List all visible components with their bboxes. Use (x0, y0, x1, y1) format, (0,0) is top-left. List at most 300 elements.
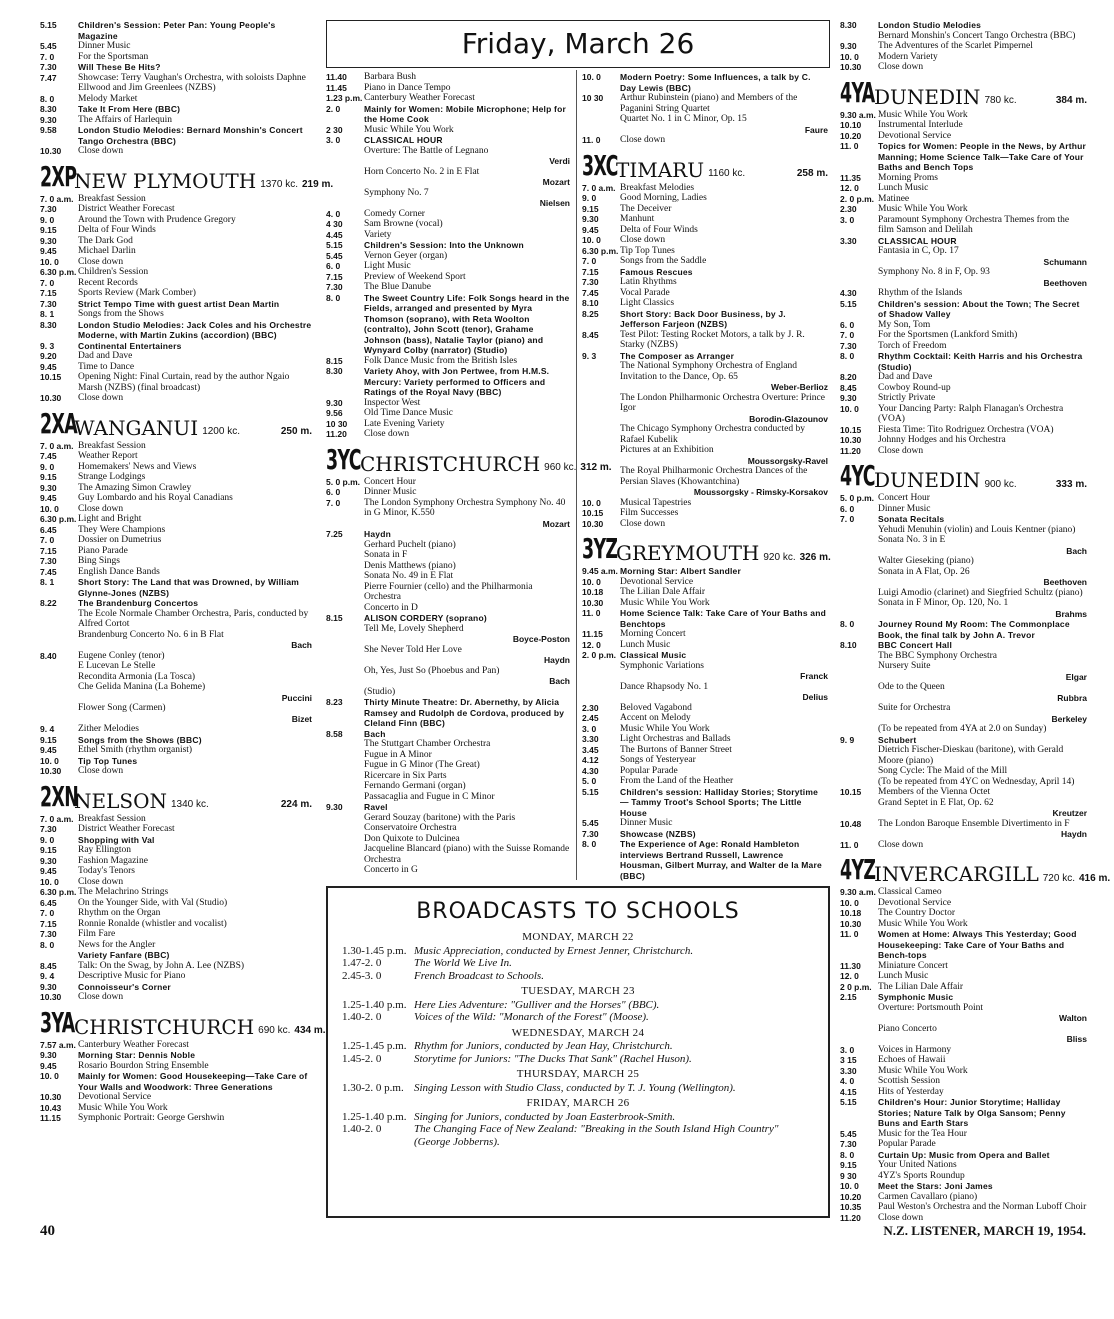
programme-row (326, 429, 570, 440)
programme-title: Descriptive Music for Piano (78, 971, 186, 981)
programme-row (840, 982, 1087, 993)
programme-row (40, 567, 312, 578)
programme-title: Film Fare (78, 929, 116, 939)
programme-time: 11. 0 (840, 839, 859, 850)
programme-row (582, 372, 828, 383)
station-heading (40, 779, 312, 813)
programme-title: Morning Star: Albert Sandler (620, 566, 741, 576)
programme-title: Tip Top Tunes (78, 755, 138, 766)
programme-row (326, 645, 570, 656)
programme-row (840, 236, 1087, 247)
programme-row (40, 462, 312, 473)
programme-row (326, 477, 570, 488)
station-heading (840, 853, 1111, 886)
programme-row (582, 267, 828, 278)
programme-time: 4.15 (840, 1086, 857, 1097)
programme-time: 6. 0 (326, 261, 341, 271)
programme-time: 9.15 (40, 734, 57, 745)
programme-title: Sonata No. 3 in E (878, 535, 946, 545)
programme-row (40, 756, 312, 767)
programme-row (840, 393, 1087, 404)
station-programmes (40, 194, 312, 404)
programme-row (40, 362, 312, 373)
composer-name: Weber-Berlioz (771, 382, 828, 392)
programme-title: Close down (620, 518, 666, 529)
programme-row (40, 961, 312, 972)
programme-time: 7. 0 (840, 330, 855, 340)
programme-title: They Were Champions (78, 524, 166, 535)
programme-time (326, 834, 364, 845)
programme-row (582, 393, 828, 414)
programme-row (840, 777, 1087, 788)
programme-title: Music While You Work (364, 124, 454, 135)
programme-row (326, 540, 570, 551)
programme-time: 11.20 (840, 1212, 861, 1223)
programme-title: Dance Rhapsody No. 1 (620, 681, 709, 692)
programme-title: Close down (78, 766, 124, 776)
programme-time: 7. 0 (840, 514, 855, 524)
programme-time: 9.30 (40, 114, 57, 125)
schools-description: Music Appreciation, conducted by Ernest Jenner, Christchurch. (414, 944, 694, 957)
station-heading (840, 459, 1087, 492)
programme-row (40, 1071, 312, 1092)
programme-row (40, 908, 312, 919)
programme-title: Old Time Dance Music (364, 408, 453, 418)
programme-time: 9. 3 (582, 350, 597, 361)
programme-time: 10.30 (840, 918, 862, 929)
programme-time: 9.56 (326, 408, 343, 418)
programme-row (582, 445, 828, 456)
programme-row (840, 1192, 1087, 1203)
programme-title: The Composer as Arranger (620, 350, 735, 361)
programme-title: Light Classics (620, 298, 675, 308)
programme-row (40, 94, 312, 105)
programme-title: London Studio Melodies (878, 20, 982, 30)
programme-row (840, 1160, 1087, 1171)
programme-row (40, 546, 312, 557)
programme-time: 10.30 (840, 435, 862, 445)
programme-time: 7.30 (40, 824, 57, 834)
programme-title: Tell Me, Lovely Shepherd (364, 623, 464, 634)
programme-title: Breakfast Session (78, 440, 146, 451)
programme-time: 3. 0 (582, 723, 597, 734)
programme-time: 9. 0 (40, 461, 55, 472)
schools-day-heading: MONDAY, MARCH 22 (522, 931, 634, 943)
composer-name: Brahms (1055, 608, 1087, 619)
programme-title: The Blue Danube (364, 282, 432, 292)
programme-time: 7.30 (326, 282, 343, 292)
programme-row (840, 41, 1087, 52)
programme-time (840, 246, 878, 257)
programme-row (582, 682, 828, 693)
programme-row (326, 83, 570, 94)
programme-time: 9.15 (582, 203, 599, 214)
programme-time: 3.30 (840, 235, 857, 246)
programme-row (326, 366, 570, 398)
programme-time: 7.15 (40, 918, 57, 929)
programme-time (840, 1024, 878, 1035)
programme-row (326, 93, 570, 104)
programme-row (326, 261, 570, 272)
programme-time: 12. 0 (840, 183, 859, 193)
programme-time: 10.30 (840, 62, 862, 72)
programme-title: Che Gelida Manina (La Boheme) (78, 682, 206, 692)
programme-row (840, 887, 1087, 898)
programme-row (582, 330, 828, 351)
programme-title: Music While You Work (878, 204, 968, 214)
programme-time: 7. 0 (40, 51, 55, 62)
programme-row (40, 204, 312, 215)
programme-row (840, 204, 1087, 215)
programme-time: 3.45 (582, 744, 599, 755)
station-3yz (582, 532, 831, 881)
programme-title: Children's session: About the Town; The Secret of Shadow Valley (878, 298, 1080, 319)
programme-time: 4.45 (326, 229, 343, 240)
programme-time (840, 798, 878, 809)
programme-title: Devotional Service (878, 897, 952, 908)
programme-title: 4YZ's Sports Roundup (878, 1170, 965, 1181)
station-wavelength: 416 m. (1079, 872, 1111, 884)
programme-time: 9.30 a.m. (840, 887, 876, 897)
programme-title: Bach (364, 728, 386, 739)
programme-row (326, 240, 570, 251)
programme-time: 9. 0 (582, 193, 597, 203)
composer-name: Beethoven (1043, 577, 1087, 587)
programme-title: On the Younger Side, with Val (Studio) (78, 897, 228, 908)
programme-time: 11.45 (326, 82, 347, 93)
programme-row (40, 535, 312, 546)
programme-title: Rhythm of the Islands (878, 288, 963, 298)
station-callsign: 3YZ (582, 532, 618, 565)
composer-name: Boyce-Poston (512, 634, 570, 644)
programme-title: Good Morning, Ladies (620, 193, 707, 203)
programme-title: Close down (78, 876, 124, 887)
programme-time: 9.30 (40, 855, 57, 866)
programme-time: 7. 0 a.m. (40, 193, 74, 204)
programme-time: 3 15 (840, 1055, 857, 1065)
programme-title: Women at Home: Always This Yesterday; Good Housekeeping: Take Care of Your Baths and Bench-tops (878, 929, 1077, 960)
programme-time: 9.30 (40, 981, 57, 992)
programme-row (582, 298, 828, 309)
programme-title: Famous Rescues (620, 266, 693, 277)
programme-row (40, 1113, 312, 1124)
station-name: CHRISTCHURCH (360, 451, 541, 476)
programme-title: Dad and Dave (878, 372, 933, 382)
programme-time: 9.20 (40, 351, 57, 361)
column-3 (582, 72, 831, 881)
programme-time (326, 188, 364, 199)
programme-row (840, 640, 1087, 651)
programme-title: Music While You Work (78, 1102, 168, 1113)
composer-name: Schumann (1043, 256, 1087, 267)
programme-title: Quartet No. 1 in C Minor, Op. 15 (620, 114, 747, 124)
schools-title: BROADCASTS TO SCHOOLS (416, 899, 740, 924)
programme-title: Music While You Work (878, 918, 968, 929)
programme-time: 7.15 (582, 266, 599, 277)
programme-time (40, 609, 78, 630)
programme-title: Close down (878, 1212, 924, 1223)
programme-title: Close down (620, 235, 666, 245)
programme-row (326, 408, 570, 419)
programme-title: CLASSICAL HOUR (364, 135, 443, 145)
programme-title: Denis Matthews (piano) (364, 560, 456, 571)
station-heading (582, 532, 831, 565)
programme-title: Recondita Armonia (La Tosca) (78, 671, 196, 682)
programme-time: 8. 0 (40, 93, 55, 104)
programme-time: 2 0 p.m. (840, 981, 872, 992)
programme-row (840, 383, 1087, 394)
programme-row (326, 760, 570, 771)
programme-time (582, 661, 620, 672)
station-programmes (40, 814, 312, 1003)
programme-row (40, 661, 312, 672)
programme-title: Dad and Dave (78, 351, 133, 361)
programme-time: 9.30 (40, 482, 57, 493)
station-name: CHRISTCHURCH (74, 1014, 255, 1039)
programme-time (326, 760, 364, 771)
programme-title: Preview of Weekend Sport (364, 271, 466, 282)
programme-time: 5.45 (40, 41, 57, 51)
programme-row (326, 293, 570, 356)
programme-title: Bernard Monshin's Concert Tango Orchestra (BBC) (878, 30, 1076, 41)
programme-title: Concerto in G (364, 865, 418, 875)
programme-row (40, 320, 312, 341)
programme-time: 7. 0 a.m. (40, 440, 74, 451)
programme-row (840, 435, 1087, 446)
programme-row (582, 424, 828, 445)
programme-time: 8.30 (326, 366, 343, 376)
programme-title: Carmen Cavallaro (piano) (878, 1191, 978, 1202)
programme-time: 10. 0 (40, 755, 59, 766)
station-name: NEW PLYMOUTH (74, 168, 257, 193)
programme-row (40, 525, 312, 536)
programme-row (40, 257, 312, 268)
programme-row (840, 330, 1087, 341)
programme-title: Matinee (878, 193, 910, 204)
station-name: INVERCARGILL (874, 862, 1039, 886)
programme-title: Grand Septet in E Flat, Op. 62 (878, 797, 994, 808)
programme-time: 8.45 (582, 329, 599, 340)
schools-day-heading: WEDNESDAY, MARCH 24 (511, 1026, 645, 1039)
programme-time: 11.35 (840, 172, 861, 183)
programme-row (840, 1171, 1087, 1182)
programme-title: Short Story: Back Door Business, by J. Jefferson Farjeon (NZBS) (620, 308, 786, 329)
programme-title: Cowboy Round-up (878, 382, 951, 393)
programme-row (582, 508, 828, 519)
programme-title: The Stuttgart Chamber Orchestra (364, 739, 491, 749)
programme-row (582, 629, 828, 640)
composer-name: Borodin-Glazounov (749, 413, 828, 424)
composer-name: Bach (291, 640, 312, 650)
programme-time: 5. 0 p.m. (326, 476, 361, 487)
list-top (326, 72, 570, 440)
schools-time: 1.25-1.45 p.m. (342, 1040, 407, 1052)
programme-time: 11.30 (840, 960, 861, 971)
programme-title: Children's Hour: Junior Storytime; Halliday Stories; Nature Talk by Olga Sansom; Penny Buns and Earth Stars (878, 1097, 1066, 1128)
programme-row (326, 209, 570, 220)
programme-time: 1.23 p.m. (326, 93, 363, 103)
programme-row (840, 267, 1087, 278)
composer-name: Faure (804, 124, 828, 135)
programme-time: 7.30 (40, 929, 57, 939)
programme-time: 9. 0 (40, 834, 55, 845)
programme-row (840, 745, 1087, 766)
programme-row (326, 792, 570, 803)
composer-name: Franck (800, 671, 828, 681)
programme-row (40, 992, 312, 1003)
programme-title: The Lilian Dale Affair (878, 981, 964, 992)
station-name: TIMARU (616, 157, 705, 182)
programme-row (840, 425, 1087, 436)
programme-title: Guy Lombardo and his Royal Canadians (78, 493, 233, 503)
station-frequency: 780 kc. (984, 95, 1017, 106)
schools-broadcast-row (342, 1111, 814, 1124)
composer-name: Bach (549, 676, 570, 686)
programme-title: Scottish Session (878, 1076, 941, 1086)
programme-time: 11.15 (582, 629, 603, 639)
programme-title: Ricercare in Six Parts (364, 770, 447, 781)
programme-row (840, 110, 1087, 121)
schools-broadcast-row (342, 1082, 814, 1095)
programme-row (326, 571, 570, 582)
programme-title: The Melachrino Strings (78, 887, 169, 897)
programme-time: 2.30 (582, 702, 599, 713)
programme-row (582, 724, 828, 735)
programme-time: 4 30 (326, 219, 343, 229)
schools-description: The Changing Face of New Zealand: "Breaking in the South Island High Country" (George Jobberns). (414, 1123, 779, 1148)
programme-title: Pierre Fournier (cello) and the Philharmonia Orchestra (364, 581, 533, 602)
programme-row (582, 566, 828, 577)
programme-time (840, 766, 878, 777)
programme-time: 9.45 (40, 493, 57, 503)
programme-title: (Studio) (364, 686, 396, 697)
station-callsign: 4YZ (840, 853, 876, 886)
programme-row (840, 62, 1087, 73)
programme-row (582, 661, 828, 672)
station-wavelength: 333 m. (1055, 478, 1087, 490)
programme-title: Modern Poetry: Some Influences, a talk by C. Day Lewis (BBC) (620, 72, 811, 93)
programme-time: 9.45 a.m. (582, 566, 618, 576)
programme-title: Fiesta Time: Tito Rodriguez Orchestra (VOA) (878, 424, 1054, 435)
programme-time (840, 724, 878, 735)
composer-name: Mozart (542, 177, 570, 187)
programme-title: Passacaglia and Fugue in C Minor (364, 791, 495, 802)
programme-title: Oh, Yes, Just So (Phoebus and Pan) (364, 665, 500, 676)
programme-title: Time to Dance (78, 361, 135, 372)
schools-description: Here Lies Adventure: "Gulliver and the Horses" (BBC). (414, 998, 660, 1011)
programme-title: Ethel Smith (rhythm organist) (78, 745, 193, 755)
programme-title: Johnny Hodges and his Orchestra (878, 435, 1006, 445)
programme-title: Zither Melodies (78, 724, 139, 734)
schools-broadcast-row (342, 970, 814, 983)
programme-time (582, 361, 620, 372)
programme-time: 7. 0 (582, 256, 597, 266)
list-top (582, 72, 828, 146)
programme-row (40, 724, 312, 735)
programme-row (840, 661, 1087, 672)
composer-name: Puccini (281, 692, 312, 703)
programme-row (582, 650, 828, 661)
station-heading (40, 406, 312, 440)
programme-row (326, 230, 570, 241)
programme-title: The Deceiver (620, 203, 672, 214)
programme-row (326, 613, 570, 624)
programme-title: Voices in Harmony (878, 1044, 952, 1055)
programme-time: 6.45 (40, 524, 57, 535)
station-wavelength: 384 m. (1055, 95, 1087, 106)
programme-time: 2. 0 p.m. (582, 650, 617, 660)
programme-title: My Son, Tom (878, 319, 931, 330)
programme-row (326, 802, 570, 813)
programme-title: Close down (78, 393, 124, 403)
programme-time: 7.30 (582, 828, 599, 839)
programme-row (40, 267, 312, 278)
programme-title: Sports Review (Mark Comber) (78, 288, 196, 298)
programme-time (582, 424, 620, 445)
programme-row (40, 125, 312, 146)
programme-time (840, 703, 878, 714)
programme-time: 10. 0 (582, 235, 601, 245)
programme-time: 6. 0 (326, 487, 341, 497)
programme-title: Morning Concert (620, 629, 686, 639)
programme-title: Dinner Music (78, 41, 131, 51)
programme-title: Michael Darlin (78, 246, 136, 256)
programme-title: Don Quixote to Dulcinea (364, 833, 460, 844)
programme-title: Light Music (364, 261, 411, 271)
programme-row (840, 588, 1087, 599)
schools-broadcast-row (342, 1053, 814, 1066)
station-heading (840, 75, 1087, 109)
programme-time: 8. 0 (326, 292, 341, 303)
programme-row (40, 115, 312, 126)
programme-row (326, 813, 570, 834)
programme-time: 6.30 p.m. (582, 245, 619, 256)
station-programmes (840, 887, 1087, 1223)
programme-row (840, 504, 1087, 515)
station-3xc (582, 148, 828, 530)
schools-description: Voices of the Wild: "Monarch of the Forest" (Moose). (414, 1011, 649, 1023)
programme-time: 8. 0 (582, 839, 597, 849)
programme-row (840, 898, 1087, 909)
programme-title: Strict Tempo Time with guest artist Dean Martin (78, 298, 280, 309)
programme-row (326, 135, 570, 146)
programme-row (40, 73, 312, 94)
programme-row (326, 282, 570, 293)
programme-title: Ode to the Queen (878, 682, 945, 692)
programme-time: 9.45 (40, 745, 57, 755)
programme-time: 9. 9 (840, 734, 855, 745)
programme-time (326, 687, 364, 698)
programme-row (840, 919, 1087, 930)
programme-time: 9.45 (40, 361, 57, 372)
programme-time: 5.45 (326, 250, 343, 261)
programme-row (582, 135, 828, 146)
programme-time: 6.30 p.m. (40, 514, 77, 524)
programme-title: Paul Weston's Orchestra and the Norman Luboff Choir (878, 1202, 1087, 1212)
programme-time: 6. 0 (840, 319, 855, 330)
programme-title: Torch of Freedom (878, 340, 947, 351)
programme-row (326, 729, 570, 740)
programme-time (840, 535, 878, 546)
programme-time (326, 624, 364, 635)
programme-time: 10.30 (40, 766, 62, 776)
programme-time: 10. 0 (40, 876, 59, 887)
programme-time (326, 771, 364, 782)
programme-title: Breakfast Melodies (620, 182, 695, 193)
programme-row (582, 288, 828, 299)
programme-title: Film Successes (620, 508, 679, 518)
programme-title: Comedy Corner (364, 208, 425, 219)
